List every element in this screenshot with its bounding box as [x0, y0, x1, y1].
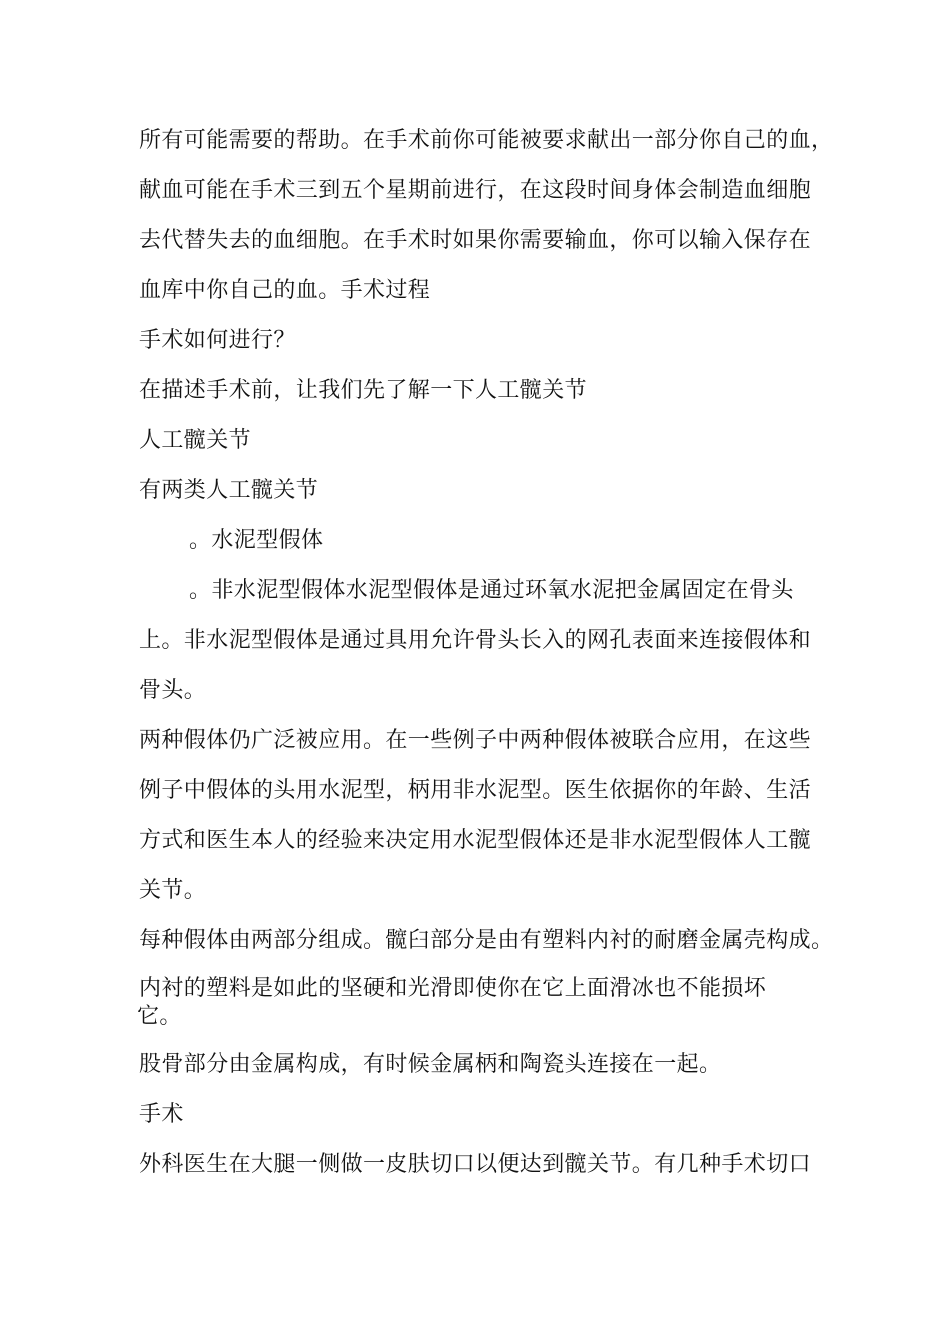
text-line: 血库中你自己的血。手术过程: [139, 278, 431, 303]
text-line: 骨头。: [139, 678, 207, 703]
text-line: 所有可能需要的帮助。在手术前你可能被要求献出一部分你自己的血，: [139, 128, 834, 153]
text-line: 献血可能在手术三到五个星期前进行，在这段时间身体会制造血细胞: [139, 178, 812, 203]
text-line: 股骨部分由金属构成，有时候金属柄和陶瓷头连接在一起。: [139, 1052, 722, 1077]
section-heading: 手术如何进行？: [139, 328, 296, 353]
text-line: 每种假体由两部分组成。髋臼部分是由有塑料内衬的耐磨金属壳构成。: [139, 928, 834, 953]
section-heading: 人工髋关节: [139, 428, 252, 453]
list-item: 。水泥型假体: [189, 528, 324, 553]
text-line: 在描述手术前，让我们先了解一下人工髋关节: [139, 378, 588, 403]
text-line: 上。非水泥型假体是通过具用允许骨头长入的网孔表面来连接假体和: [139, 628, 812, 653]
text-line: 去代替失去的血细胞。在手术时如果你需要输血，你可以输入保存在: [139, 228, 812, 253]
text-line: 关节。: [139, 878, 207, 903]
text-line: 外科医生在大腿一侧做一皮肤切口以便达到髋关节。有几种手术切口: [139, 1152, 812, 1177]
text-line: 两种假体仍广泛被应用。在一些例子中两种假体被联合应用，在这些: [139, 728, 812, 753]
text-line: 内衬的塑料是如此的坚硬和光滑即使你在它上面滑冰也不能损坏: [139, 976, 767, 1001]
text-line: 例子中假体的头用水泥型，柄用非水泥型。医生依据你的年龄、生活: [139, 778, 812, 803]
text-line: 有两类人工髋关节: [139, 478, 319, 503]
list-item: 。非水泥型假体水泥型假体是通过环氧水泥把金属固定在骨头: [189, 578, 794, 603]
section-heading: 手术: [139, 1102, 184, 1127]
text-line: 方式和医生本人的经验来决定用水泥型假体还是非水泥型假体人工髋: [139, 828, 812, 853]
text-line: 它。: [137, 1004, 182, 1029]
